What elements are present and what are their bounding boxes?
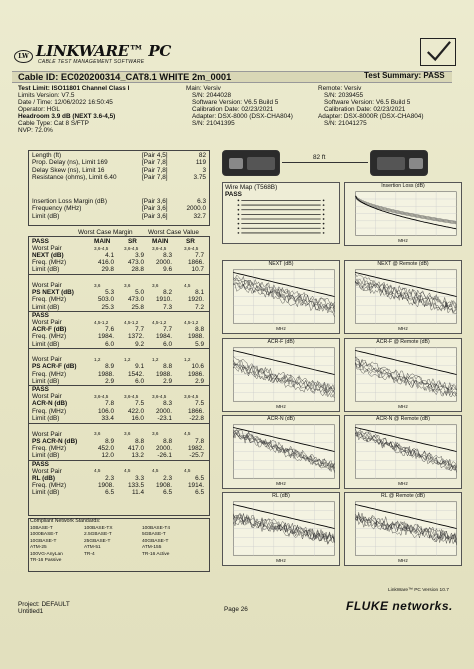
metric-value: 33.4 (101, 414, 114, 422)
table-row: Insertion Loss Margin (dB) [Pair 3,6] 6.3 (32, 198, 206, 206)
standard-item: ATM-25 (30, 545, 47, 551)
metric-label: Limit (dB) (32, 266, 60, 274)
metric-value: 5.9 (195, 340, 204, 348)
worst-pair-value: 4,5-1,2 (152, 319, 167, 325)
metric-value: 7.5 (135, 400, 144, 408)
worst-pair-value: 1,2 (152, 356, 159, 362)
graph-x-label: MHz (398, 481, 408, 487)
cable-id: Cable ID: EC020200314_CAT8.1 WHITE 2m_0001 (18, 71, 232, 82)
file-name: Untitled1 (18, 608, 44, 615)
worst-pair-value: 3,6 (152, 282, 159, 288)
worst-pair-label: Worst Pair (32, 356, 62, 364)
metric-value: 2.9 (195, 377, 204, 385)
table-row: Limit (dB) [Pair 3,6] 32.7 (32, 212, 206, 220)
standard-item: 100VG-AnyLan (30, 551, 63, 557)
metric-label: Freq. (MHz) (32, 259, 67, 267)
worst-pair-value: 3,6-4,5 (152, 245, 167, 251)
main-col-header: MAIN (94, 238, 111, 245)
section-status: PASS (32, 386, 49, 394)
metric-value: 2.3 (163, 474, 172, 482)
metric-value: 8.2 (163, 289, 172, 297)
metric-value: 1910. (156, 296, 172, 304)
graph-x-label: MHz (276, 481, 286, 487)
graph-title: ACR-F @ Remote (dB) (376, 339, 430, 345)
worst-pair-label: Worst Pair (32, 393, 62, 401)
worst-pair-value: 3,6-4,5 (184, 245, 199, 251)
standard-item: 25GBASE-T (84, 538, 111, 544)
metric-value: 8.9 (105, 437, 114, 445)
main-sn: S/N: 2044028 (192, 92, 232, 99)
metric-value: 473.0 (128, 296, 144, 304)
metric-value: 2000. (156, 444, 172, 452)
table-row: Resistance (ohms), Limit 6.40 [Pair 7,8] 3.75 (32, 173, 206, 181)
acrn-remote-graph (344, 415, 462, 489)
graph-curves (345, 416, 461, 488)
rl-remote-graph (344, 492, 462, 566)
main-unit-image (222, 150, 280, 176)
metric-value: 422.0 (128, 407, 144, 415)
logo-subtitle: CABLE TEST MANAGEMENT SOFTWARE (38, 59, 145, 65)
metric-value: 25.8 (131, 303, 144, 311)
page-number: Page 26 (224, 606, 248, 613)
graph-x-label: MHz (398, 238, 408, 244)
metric-value: 8.8 (163, 437, 172, 445)
metric-label: PS ACR-F (dB) (32, 363, 77, 371)
metric-value: 1542. (128, 370, 144, 378)
metric-value: 7.2 (195, 303, 204, 311)
metric-value: 3.9 (135, 252, 144, 259)
main-calibration: Calibration Date: 02/23/2021 (192, 106, 274, 113)
table-row: Prop. Delay (ns), Limit 169 [Pair 7,8] 119 (32, 159, 206, 167)
metric-value: -25.7 (189, 451, 204, 459)
metric-label: Freq. (MHz) (32, 407, 67, 415)
section-status: PASS (32, 238, 49, 245)
nvp: NVP: 72.0% (18, 127, 53, 134)
metric-value: 1908. (98, 481, 114, 489)
remote-adapter-sn: S/N: 21041275 (324, 120, 367, 127)
graph-title: ACR-F (dB) (267, 339, 295, 345)
metric-value: 7.5 (195, 400, 204, 408)
metric-value: -23.1 (157, 414, 172, 422)
worst-pair-value: 3,6 (124, 431, 131, 436)
section-divider (28, 348, 210, 349)
wire-map-lines (223, 183, 339, 243)
metric-value: 1914. (188, 481, 204, 489)
worst-pair-value: 3,6 (94, 431, 101, 436)
worst-pair-value: 4,5-1,2 (124, 319, 139, 325)
headroom: Headroom 3.9 dB (NEXT 3.6-4,5) (18, 113, 116, 120)
worst-pair-label: Worst Pair (32, 430, 62, 438)
metric-value: 9.2 (135, 340, 144, 348)
worst-case-value-header: Worst Case Value (148, 229, 199, 236)
metric-label: Limit (dB) (32, 377, 60, 385)
worst-pair-value: 4,5 (184, 468, 191, 474)
metric-value: 8.8 (195, 326, 204, 334)
metric-value: 4.1 (105, 252, 114, 259)
metric-value: 7.8 (195, 437, 204, 445)
metric-value: 6.5 (163, 489, 172, 496)
worst-pair-value: 3,6 (94, 282, 101, 288)
metric-value: 3.3 (135, 474, 144, 482)
worst-pair-label: Worst Pair (32, 245, 62, 252)
graph-curves (345, 339, 461, 411)
limits-version: Limits Version: V7.5 (18, 92, 75, 99)
metric-label: Limit (dB) (32, 340, 60, 348)
metric-label: ACR-F (dB) (32, 326, 67, 334)
metric-value: 1982. (188, 444, 204, 452)
metric-value: 5.3 (105, 289, 114, 297)
metric-value: 473.0 (128, 259, 144, 267)
main-col-header: MAIN (152, 238, 169, 245)
graph-x-label: MHz (276, 326, 286, 332)
worst-pair-value: 1,2 (94, 356, 101, 362)
metric-value: 1988. (188, 333, 204, 341)
metric-label: Limit (dB) (32, 303, 60, 311)
metric-value: 2.9 (163, 377, 172, 385)
graph-curves (345, 261, 461, 333)
metric-label: Freq. (MHz) (32, 481, 67, 489)
metric-label: ACR-N (dB) (32, 400, 68, 408)
metric-value: 7.3 (163, 303, 172, 311)
worst-pair-label: Worst Pair (32, 467, 62, 475)
metric-value: 8.1 (195, 289, 204, 297)
main-adapter-sn: S/N: 21041395 (192, 120, 235, 127)
metric-value: 2.3 (105, 474, 114, 482)
worst-pair-value: 1,2 (184, 356, 191, 362)
metric-value: 25.3 (101, 303, 114, 311)
worst-pair-value: 3,6 (152, 431, 159, 436)
metric-value: -22.8 (189, 414, 204, 422)
standard-item: TR-16 Passive (30, 558, 62, 563)
metric-value: 6.0 (105, 340, 114, 348)
metric-label: NEXT (dB) (32, 252, 64, 259)
metric-value: 7.7 (195, 252, 204, 259)
remote-software: Software Version: V6.5 Build 5 (324, 99, 411, 106)
worst-pair-value: 4,5 (94, 468, 101, 474)
section-divider (28, 274, 210, 275)
section-divider (28, 423, 210, 424)
graph-title: ACR-N (dB) (267, 416, 295, 422)
standard-item: ATM-155 (142, 545, 162, 551)
worst-pair-label: Worst Pair (32, 319, 62, 327)
sr-col-header: SR (186, 238, 195, 245)
worst-pair-value: 3,6-4,5 (124, 393, 139, 399)
cable-type: Cable Type: Cat 8 S/FTP (18, 120, 89, 127)
graph-x-label: MHz (398, 326, 408, 332)
worst-pair-value: 4,5 (152, 468, 159, 474)
metric-value: 6.0 (163, 340, 172, 348)
metric-value: 7.7 (135, 326, 144, 334)
table-row: Delay Skew (ns), Limit 16 [Pair 7,8] 3 (32, 166, 206, 174)
metric-value: 7.8 (105, 400, 114, 408)
graph-x-label: MHz (398, 558, 408, 564)
metric-value: 16.0 (131, 414, 144, 422)
metric-label: Freq. (MHz) (32, 444, 67, 452)
standard-item: TR-4 (84, 551, 95, 557)
metric-label: Limit (dB) (32, 489, 60, 496)
graph-x-label: MHz (276, 404, 286, 410)
standard-item: 100BASE-T4 (142, 526, 170, 531)
graph-title: ACR-N @ Remote (dB) (376, 416, 430, 422)
metric-label: Limit (dB) (32, 414, 60, 422)
remote-unit: Remote: Versiv (318, 85, 362, 92)
worst-pair-value: 3,6-4,5 (94, 393, 109, 399)
standard-item: 100BASE-TX (84, 526, 113, 531)
date-time: Date / Time: 12/06/2022 16:50:45 (18, 99, 113, 106)
main-software: Software Version: V6.5 Build 5 (192, 99, 279, 106)
worst-pair-value: 4,5-1,2 (184, 319, 199, 325)
metric-label: Freq. (MHz) (32, 296, 67, 304)
standard-item: ATM-51 (84, 545, 101, 551)
worst-pair-value: 3,6-4,5 (124, 245, 139, 251)
section-divider (28, 311, 210, 312)
metric-value: 9.1 (135, 363, 144, 371)
metric-label: Freq. (MHz) (32, 370, 67, 378)
table-row: Frequency (MHz) [Pair 3,6] 2000.0 (32, 205, 206, 213)
metric-label: Limit (dB) (32, 451, 60, 459)
metric-value: 1984. (156, 333, 172, 341)
standard-item: 10BASE-T (30, 526, 53, 531)
software-version: LinkWare™ PC Version 10.7 (388, 588, 449, 593)
metric-value: 29.8 (101, 266, 114, 274)
metric-value: 12.0 (101, 451, 114, 459)
metric-value: 1908. (156, 481, 172, 489)
metric-value: 1988. (98, 370, 114, 378)
metric-value: -26.1 (157, 451, 172, 459)
worst-pair-value: 1,2 (124, 356, 131, 362)
worst-pair-value: 4,5-1,2 (94, 319, 109, 325)
test-limit: Test Limit: ISO11801 Channel Class I (18, 85, 130, 92)
remote-sn: S/N: 2039455 (324, 92, 364, 99)
table-row: Length (ft) [Pair 4,5] 82 (32, 152, 206, 160)
insertion-loss-table (30, 198, 208, 220)
metric-value: 1986. (188, 370, 204, 378)
metric-value: 6.0 (135, 377, 144, 385)
standards-title: Compliant Network Standards: (30, 518, 101, 524)
metric-value: 28.8 (131, 266, 144, 274)
graph-x-label: MHz (276, 558, 286, 564)
acrf-remote-graph (344, 338, 462, 412)
metric-value: 2000. (156, 259, 172, 267)
worst-pair-label: Worst Pair (32, 282, 62, 290)
standard-item: 2.5GBASE-T (84, 532, 112, 538)
graph-x-label: MHz (398, 404, 408, 410)
metric-value: 2000. (156, 407, 172, 415)
metric-value: 417.0 (128, 444, 144, 452)
standard-item: 1000BASE-T (30, 532, 58, 538)
section-status: PASS (32, 312, 49, 320)
metric-value: 9.6 (163, 266, 172, 274)
metric-value: 8.9 (105, 363, 114, 371)
metric-value: 10.6 (191, 363, 204, 371)
metric-value: 6.5 (195, 489, 204, 496)
graph-title: Insertion Loss (dB) (381, 183, 425, 189)
metric-value: 8.8 (135, 437, 144, 445)
pass-check-icon (420, 38, 456, 66)
worst-pair-value: 3,6-4,5 (94, 245, 109, 251)
standard-item: 5GBASE-T (142, 532, 166, 538)
worst-pair-value: 4,5 (184, 282, 191, 288)
metric-value: 1866. (188, 407, 204, 415)
length-label: 82 ft (313, 154, 326, 161)
graph-title: NEXT (dB) (268, 261, 294, 267)
acrn-graph (222, 415, 340, 489)
metric-label: Freq. (MHz) (32, 333, 67, 341)
metric-value: 7.6 (105, 326, 114, 334)
metric-value: 6.5 (105, 489, 114, 496)
metric-value: 1988. (156, 370, 172, 378)
metric-value: 2.9 (105, 377, 114, 385)
graph-curves (223, 261, 339, 333)
metric-value: 106.0 (98, 407, 114, 415)
section-status: PASS (32, 460, 49, 468)
worst-pair-value: 3,6-4,5 (152, 393, 167, 399)
remote-adapter: Adapter: DSX-8000R (DSX-CHA804) (318, 113, 424, 120)
standard-item: 10GBASE-T (30, 538, 57, 544)
remote-calibration: Calibration Date: 02/23/2021 (324, 106, 406, 113)
rl-graph (222, 492, 340, 566)
graph-curves (345, 493, 461, 565)
graph-title: RL (dB) (272, 493, 290, 499)
metric-value: 11.4 (132, 489, 144, 496)
metric-value: 1372. (128, 333, 144, 341)
metric-value: 6.5 (195, 474, 204, 482)
project: Project: DEFAULT (18, 601, 70, 608)
graph-curves (223, 416, 339, 488)
worst-pair-value: 4,5 (184, 431, 191, 436)
main-unit: Main: Versiv (186, 85, 221, 92)
metric-value: 7.7 (163, 326, 172, 334)
metric-value: 1920. (188, 296, 204, 304)
metric-label: RL (dB) (32, 474, 55, 482)
standards-panel (28, 518, 210, 572)
metric-value: 5.0 (135, 289, 144, 297)
metric-value: 8.3 (163, 400, 172, 408)
metric-value: 13.2 (131, 451, 144, 459)
metric-value: 1866. (188, 259, 204, 267)
metric-value: 8.8 (163, 363, 172, 371)
il-graph (344, 182, 462, 246)
fluke-logo: FLUKE networks. (346, 599, 453, 613)
remote-unit-image (370, 150, 428, 176)
graph-curves (223, 339, 339, 411)
main-adapter: Adapter: DSX-8000 (DSX-CHA804) (192, 113, 293, 120)
acrf-graph (222, 338, 340, 412)
metric-value: 1984. (98, 333, 114, 341)
graph-curves (223, 493, 339, 565)
graph-title: NEXT @ Remote (dB) (377, 261, 429, 267)
metric-value: 416.0 (98, 259, 114, 267)
linkware-logo: LINKWARE™ PC (36, 42, 172, 60)
metric-value: 10.7 (191, 266, 204, 274)
test-summary: Test Summary: PASS (364, 71, 445, 80)
section-divider (28, 460, 210, 461)
linkware-logo-badge: LW (14, 50, 33, 63)
metric-label: PS ACR-N (dB) (32, 437, 78, 445)
worst-pair-value: 3,6 (124, 282, 131, 288)
operator: Operator: HGL (18, 106, 60, 113)
graph-title: RL @ Remote (dB) (381, 493, 425, 499)
standard-item: 40GBASE-T (142, 538, 169, 544)
wire-map: Wire Map (T568B) PASS (222, 182, 340, 244)
cable-line (282, 162, 368, 163)
worst-pair-value: 4,5 (124, 468, 131, 474)
metric-value: 133.5 (128, 481, 144, 489)
sr-col-header: SR (128, 238, 137, 245)
metric-label: PS NEXT (dB) (32, 289, 74, 297)
metric-value: 8.3 (163, 252, 172, 259)
standard-item: TR-16 Active (142, 551, 170, 557)
summary-table (30, 152, 208, 181)
next-graph (222, 260, 340, 334)
next-remote-graph (344, 260, 462, 334)
graph-curves (345, 183, 461, 245)
worst-case-margin-header: Worst Case Margin (78, 229, 133, 236)
metric-value: 503.0 (98, 296, 114, 304)
section-divider (28, 385, 210, 386)
metric-value: 452.0 (98, 444, 114, 452)
worst-pair-value: 3,6-4,5 (184, 393, 199, 399)
